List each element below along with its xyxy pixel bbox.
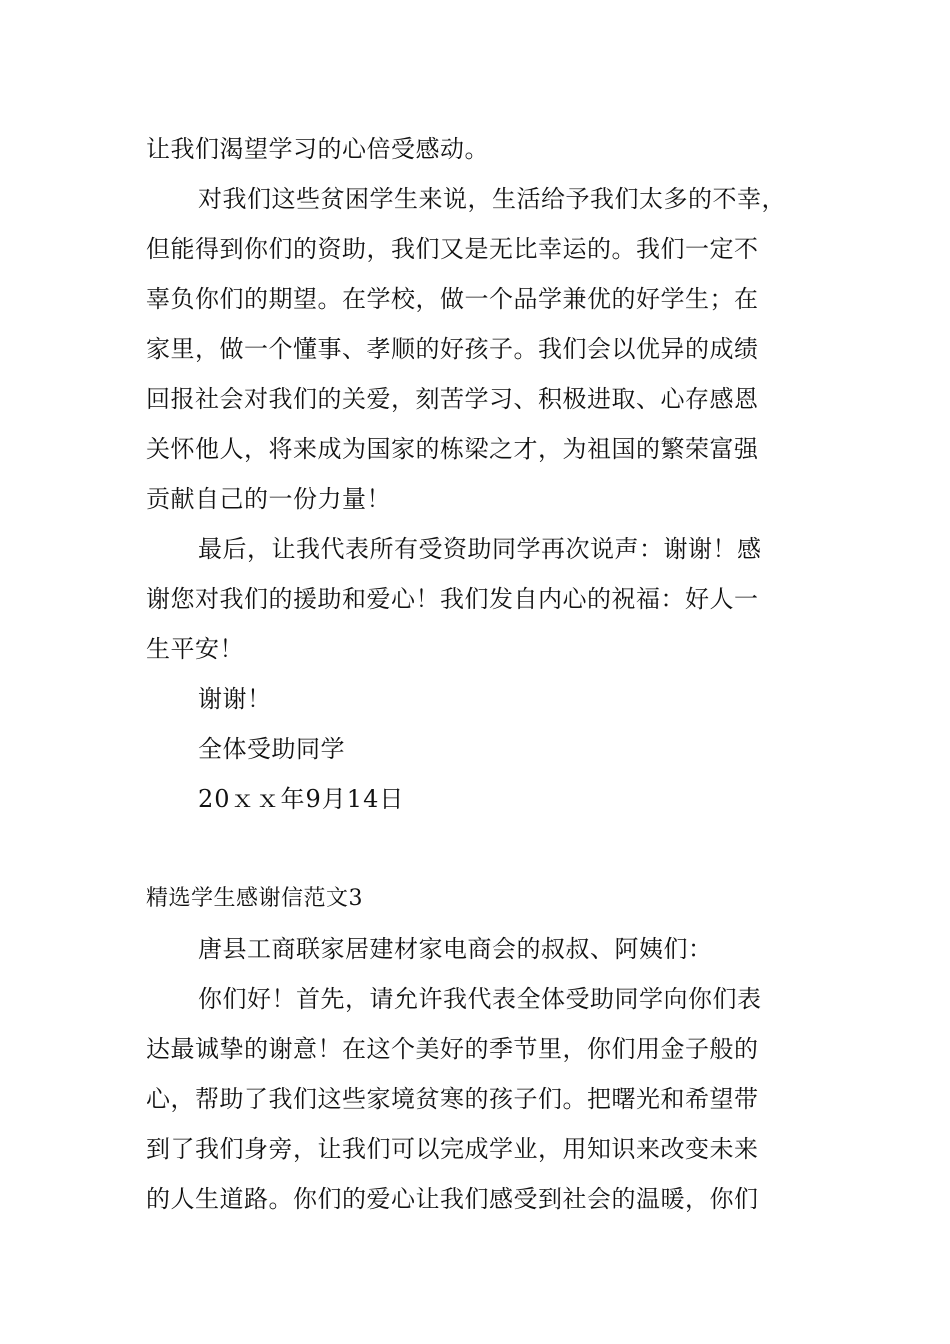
- paragraph-line: 你们好！首先，请允许我代表全体受助同学向你们表: [198, 985, 762, 1013]
- paragraph-line: 关怀他人，将来成为国家的栋梁之才，为祖国的繁荣富强: [146, 435, 759, 463]
- paragraph-line: 对我们这些贫困学生来说，生活给予我们太多的不幸，: [198, 185, 786, 213]
- paragraph-line: 让我们渴望学习的心倍受感动。: [146, 135, 489, 163]
- signature: 全体受助同学: [198, 735, 345, 763]
- paragraph-line: 家里，做一个懂事、孝顺的好孩子。我们会以优异的成绩: [146, 335, 759, 363]
- paragraph-line: 最后，让我代表所有受资助同学再次说声：谢谢！感: [198, 535, 762, 563]
- letter-salutation: 唐县工商联家居建材家电商会的叔叔、阿姨们：: [198, 935, 713, 963]
- closing-thanks: 谢谢！: [198, 685, 272, 713]
- paragraph-line: 心，帮助了我们这些家境贫寒的孩子们。把曙光和希望带: [146, 1085, 759, 1113]
- paragraph-line: 但能得到你们的资助，我们又是无比幸运的。我们一定不: [146, 235, 759, 263]
- paragraph-line: 谢您对我们的援助和爱心！我们发自内心的祝福：好人一: [146, 585, 759, 613]
- paragraph-line: 生平安！: [146, 635, 244, 663]
- letter-date: 20ｘｘ年9月14日: [198, 785, 405, 813]
- paragraph-line: 贡献自己的一份力量！: [146, 485, 391, 513]
- paragraph-line: 的人生道路。你们的爱心让我们感受到社会的温暖，你们: [146, 1185, 759, 1213]
- section-heading: 精选学生感谢信范文3: [146, 886, 363, 911]
- paragraph-line: 辜负你们的期望。在学校，做一个品学兼优的好学生；在: [146, 285, 759, 313]
- paragraph-line: 到了我们身旁，让我们可以完成学业，用知识来改变未来: [146, 1135, 759, 1163]
- paragraph-line: 回报社会对我们的关爱，刻苦学习、积极进取、心存感恩: [146, 385, 759, 413]
- paragraph-line: 达最诚挚的谢意！在这个美好的季节里，你们用金子般的: [146, 1035, 759, 1063]
